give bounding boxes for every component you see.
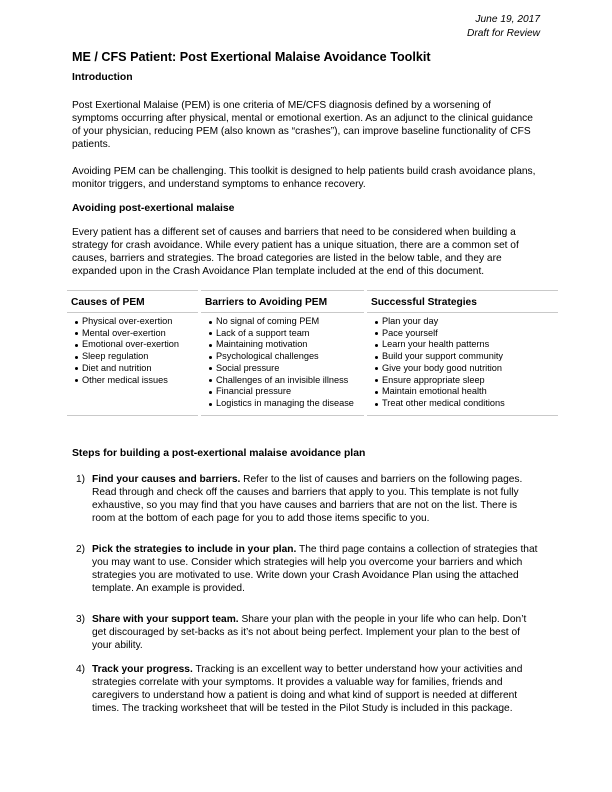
steps-list [72,473,540,715]
table-bullet-item: Mental over-exertion [75,328,198,340]
table-bullet-item: Other medical issues [75,375,198,387]
step-number: 4) [76,663,86,675]
step-lead: Track your progress. [92,663,193,675]
step-detail: Tracking is an excellent way to better understand how your activities and strategies correlate with your symptoms. It provides a valuable way for families, friends and caregivers to understand how a patient is doing and what kind of support is needed at different times. The tracking worksheet that will be tested in the Pilot Study is included in this package. [92,663,523,714]
table-bullet-item: Social pressure [209,363,364,375]
causes-cell [67,313,198,416]
table-bullet-item: Physical over-exertion [75,316,198,328]
table-bullet-item: Maintaining motivation [209,339,364,351]
table-body-row [67,313,558,416]
section-heading-steps: Steps for building a post-exertional malaise avoidance plan [72,447,366,459]
table-bullet-item: Learn your health patterns [375,339,558,351]
step-number: 3) [76,613,86,625]
barriers-cell [201,313,364,416]
strategies-cell [367,313,558,416]
step-item-3 [72,613,540,652]
table-bullet-item: No signal of coming PEM [209,316,364,328]
step-item-1 [72,473,540,525]
step-number: 2) [76,543,86,555]
document-date: June 19, 2017 [475,14,540,25]
table-bullet-item: Financial pressure [209,386,364,398]
step-text [92,613,540,652]
step-lead: Pick the strategies to include in your plan. [92,543,297,555]
table-bullet-item: Maintain emotional health [375,386,558,398]
strategies-list [370,316,558,410]
step-detail: Share your plan with the people in your life who can help. Don’t get discouraged by set-backs as it’s not about being perfect. Implement your plan to the best of your ability. [92,613,527,651]
step-item-4 [72,663,540,715]
avoiding-paragraph: Every patient has a different set of causes and barriers that need to be considered when building a strategy for crash avoidance. While every patient has a unique situation, there are a common set of causes, barriers and strategies. The broad categories are listed in the below table, and they are expanded upon in the Crash Avoidance Plan template included at the end of this document. [72,227,519,277]
table-bullet-item: Challenges of an invisible illness [209,375,364,387]
table-bullet-item: Pace yourself [375,328,558,340]
section-heading-avoiding-pem: Avoiding post-exertional malaise [72,203,235,214]
draft-status: Draft for Review [466,27,540,39]
table-bullet-item: Sleep regulation [75,351,198,363]
step-number: 1) [76,473,86,485]
section-heading-introduction: Introduction [72,72,133,83]
step-lead: Share with your support team. [92,613,239,625]
step-text [92,663,540,715]
step-detail: The third page contains a collection of strategies that you may want to use. Consider which strategies will help you overcome your barriers and which strategies you are motivated to use. Write down your Crash Avoidance Plan using the attached template. An example is provided. [92,543,538,594]
pem-overview-table [64,290,561,416]
barriers-list [204,316,364,410]
step-text [92,473,540,525]
table-header-causes: Causes of PEM [67,290,198,313]
table-header-barriers: Barriers to Avoiding PEM [201,290,364,313]
table-bullet-item: Plan your day [375,316,558,328]
document-title: ME / CFS Patient: Post Exertional Malaise Avoidance Toolkit [72,50,431,64]
header-meta [72,13,540,40]
table-bullet-item: Diet and nutrition [75,363,198,375]
step-lead: Find your causes and barriers. [92,473,241,485]
table-bullet-item: Logistics in managing the disease [209,398,364,410]
table-bullet-item: Build your support community [375,351,558,363]
table-bullet-item: Emotional over-exertion [75,339,198,351]
table-bullet-item: Psychological challenges [209,351,364,363]
table-bullet-item: Lack of a support team [209,328,364,340]
intro-paragraph-2: Avoiding PEM can be challenging. This toolkit is designed to help patients build crash avoidance plans, monitor triggers, and understand symptoms to enhance recovery. [72,166,536,190]
intro-paragraph-1: Post Exertional Malaise (PEM) is one criteria of ME/CFS diagnosis defined by a worsening of symptoms occurring after physical, mental or emotional exertion. As an adjunct to the clinical guidance of your physician, reducing PEM (also known as “crashes”), can improve baseline functionality of CFS patients. [72,100,533,150]
table-header-strategies: Successful Strategies [367,290,558,313]
step-text [92,543,540,595]
table-bullet-item: Give your body good nutrition [375,363,558,375]
table-header-row [67,290,558,313]
table-bullet-item: Treat other medical conditions [375,398,558,410]
causes-list [70,316,198,386]
step-detail: Refer to the list of causes and barriers on the following pages. Read through and check off the causes and barriers that apply to you. This template is not fully exhaustive, so you may find that you have causes and barriers that are not on the list. There is room at the bottom of each page for you to add those items specific to you. [92,473,523,524]
step-item-2 [72,543,540,595]
table-bullet-item: Ensure appropriate sleep [375,375,558,387]
